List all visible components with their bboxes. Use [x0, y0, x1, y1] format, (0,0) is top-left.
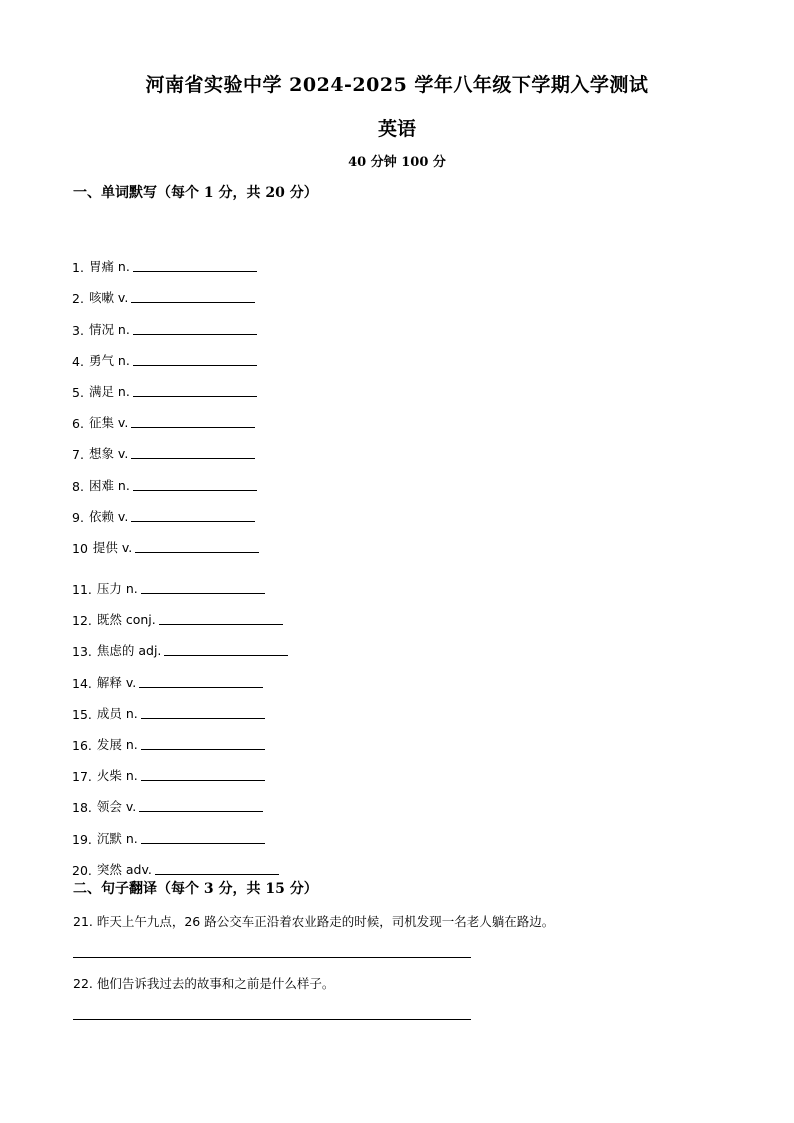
- list-item: [72, 306, 672, 337]
- list-item: [72, 462, 672, 493]
- item-prompt: 困难 n.: [88, 477, 130, 493]
- list-item: [72, 525, 672, 556]
- item-prompt: 成员 n.: [96, 705, 138, 721]
- answer-blank[interactable]: [164, 654, 288, 656]
- answer-blank[interactable]: [159, 623, 283, 625]
- answer-blank[interactable]: [141, 842, 265, 844]
- item-prompt: 满足 n.: [88, 383, 130, 399]
- item-number: 10: [72, 540, 88, 556]
- item-number: 15.: [72, 706, 92, 722]
- list-item: [72, 494, 672, 525]
- list-item: [72, 628, 672, 659]
- answer-blank[interactable]: [141, 779, 265, 781]
- item-number: 2.: [72, 291, 84, 307]
- answer-line-21[interactable]: [73, 957, 471, 958]
- answer-blank[interactable]: [133, 333, 257, 335]
- item-number: 11.: [72, 582, 92, 598]
- item-number: 12.: [72, 613, 92, 629]
- answer-blank[interactable]: [141, 748, 265, 750]
- item-number: 16.: [72, 738, 92, 753]
- item-number: 17.: [72, 769, 92, 785]
- list-item: [72, 431, 672, 462]
- item-prompt: 咳嗽 v.: [88, 290, 129, 306]
- item-number: 8.: [72, 478, 84, 494]
- answer-blank[interactable]: [133, 270, 257, 272]
- item-prompt: 提供 v.: [92, 539, 133, 555]
- item-number: 6.: [72, 416, 84, 432]
- list-item: [72, 275, 672, 306]
- answer-blank[interactable]: [133, 489, 257, 491]
- exam-title: 河南省实验中学 2024-2025 学年八年级下学期入学测试: [145, 74, 649, 96]
- answer-blank[interactable]: [139, 810, 263, 812]
- item-prompt: 既然 conj.: [96, 612, 156, 628]
- answer-blank[interactable]: [131, 520, 255, 522]
- list-item: [72, 369, 672, 400]
- item-number: 19.: [72, 831, 92, 847]
- item-prompt: 解释 v.: [96, 674, 137, 690]
- answer-blank[interactable]: [131, 301, 255, 303]
- list-item: [72, 400, 672, 431]
- item-prompt: 沉默 n.: [96, 830, 138, 846]
- list-item: [72, 691, 672, 722]
- exam-duration-score: 40 分钟 100 分: [348, 155, 446, 170]
- item-prompt: 依赖 v.: [88, 508, 129, 524]
- item-number: 3.: [72, 322, 84, 338]
- item-prompt: 发展 n.: [96, 737, 138, 752]
- list-item: [72, 659, 672, 690]
- section-heading-sentence-translation: 二、句子翻译（每个 3 分，共 15 分）: [73, 881, 318, 897]
- answer-blank[interactable]: [141, 592, 265, 594]
- list-item: [72, 566, 672, 597]
- item-number: 20.: [72, 862, 92, 878]
- translation-question-22: 22. 他们告诉我过去的故事和之前是什么样子。: [73, 976, 335, 991]
- list-item: [72, 338, 672, 369]
- answer-blank[interactable]: [155, 873, 279, 875]
- list-item: [72, 753, 672, 784]
- list-item: [72, 847, 672, 878]
- answer-blank[interactable]: [133, 364, 257, 366]
- item-number: 5.: [72, 384, 84, 400]
- item-prompt: 突然 adv.: [96, 861, 152, 877]
- translation-question-21: 21. 昨天上午九点，26 路公交车正沿着农业路走的时候，司机发现一名老人躺在路边。: [73, 914, 555, 929]
- item-prompt: 想象 v.: [88, 446, 129, 462]
- answer-blank[interactable]: [141, 717, 265, 719]
- section-heading-word-dictation: 一、单词默写（每个 1 分，共 20 分）: [73, 185, 318, 201]
- answer-blank[interactable]: [133, 395, 257, 397]
- item-number: 9.: [72, 509, 84, 525]
- item-number: 18.: [72, 800, 92, 816]
- item-prompt: 火柴 n.: [96, 768, 138, 784]
- answer-blank[interactable]: [135, 551, 259, 553]
- item-prompt: 征集 v.: [88, 415, 129, 431]
- item-number: 7.: [72, 447, 84, 463]
- item-prompt: 勇气 n.: [88, 352, 130, 368]
- answer-blank[interactable]: [131, 426, 255, 428]
- list-item: [72, 244, 672, 275]
- item-prompt: 胃痛 n.: [88, 259, 130, 275]
- item-prompt: 领会 v.: [96, 799, 137, 815]
- list-item: [72, 597, 672, 628]
- answer-blank[interactable]: [139, 686, 263, 688]
- item-number: 4.: [72, 353, 84, 369]
- item-number: 1.: [72, 260, 84, 276]
- item-prompt: 压力 n.: [96, 581, 138, 597]
- item-number: 13.: [72, 644, 92, 660]
- item-prompt: 焦虑的 adj.: [96, 643, 162, 659]
- list-item: [72, 722, 672, 753]
- list-item: [72, 815, 672, 846]
- answer-blank[interactable]: [131, 457, 255, 459]
- word-dictation-list: [72, 244, 672, 878]
- exam-subject: 英语: [377, 118, 416, 140]
- list-item: [72, 784, 672, 815]
- item-number: 14.: [72, 675, 92, 691]
- answer-line-22[interactable]: [73, 1019, 471, 1020]
- item-prompt: 情况 n.: [88, 321, 130, 337]
